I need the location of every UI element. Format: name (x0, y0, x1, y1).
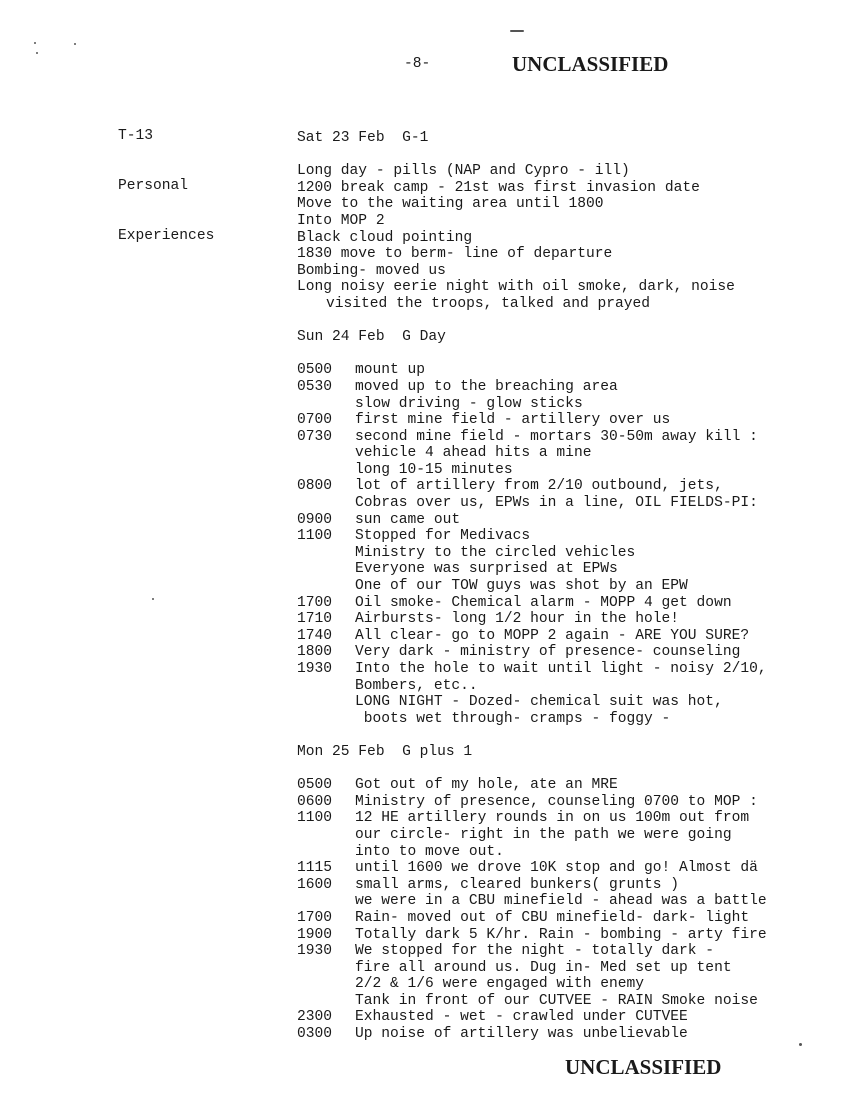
entry-time: 2300 (297, 1009, 333, 1026)
entry-time (297, 445, 355, 462)
entry-text: vehicle 4 ahead hits a mine (355, 445, 592, 462)
log-entry (297, 528, 837, 545)
entry-text: Totally dark 5 K/hr. Rain - bombing - arty fire (355, 926, 767, 943)
log-line: Bombing- moved us (297, 262, 446, 279)
log-entry (297, 412, 837, 429)
log-entry (297, 561, 837, 578)
entry-time: 0900 (297, 511, 333, 528)
entry-text: 2/2 & 1/6 were engaged with enemy (355, 976, 645, 993)
entry-time: 0500 (297, 362, 333, 379)
entry-text: second mine field - mortars 30-50m away kill : (355, 428, 758, 445)
entry-text: Very dark - ministry of presence- counseling (355, 644, 741, 661)
entry-time (297, 678, 355, 695)
entry-text: Up noise of artillery was unbelievable (355, 1026, 688, 1043)
entry-text: Airbursts- long 1/2 hour in the hole! (355, 611, 680, 628)
sidebar-line: Experiences (118, 227, 215, 244)
log-entry (297, 595, 837, 612)
spacer (297, 346, 837, 363)
log-line: 1200 break camp - 21st was first invasion date (297, 179, 700, 196)
entry-text: long 10-15 minutes (355, 461, 513, 478)
day-heading: Sun 24 Feb G Day (297, 329, 446, 346)
log-line: 1830 move to berm- line of departure (297, 246, 613, 263)
entry-time: 0500 (297, 777, 333, 794)
log-entry (297, 611, 837, 628)
spacer (297, 147, 837, 164)
spacer (297, 727, 837, 744)
log-entry (297, 877, 837, 894)
log-entry (297, 910, 837, 927)
log-entry (297, 628, 837, 645)
entry-time: 1100 (297, 810, 333, 827)
log-entry (297, 860, 837, 877)
log-line: Long noisy eerie night with oil smoke, dark, noise (297, 279, 735, 296)
scan-speck (36, 52, 38, 54)
entry-text: LONG NIGHT - Dozed- chemical suit was hot, (355, 694, 723, 711)
entry-time (297, 960, 355, 977)
entry-time: 1710 (297, 611, 333, 628)
entry-time: 1740 (297, 627, 333, 644)
entry-text: slow driving - glow sticks (355, 395, 583, 412)
entry-time (297, 578, 355, 595)
entry-text: into to move out. (355, 843, 504, 860)
entry-text: Cobras over us, EPWs in a line, OIL FIELDS-PI: (355, 495, 758, 512)
scan-speck (74, 43, 76, 45)
entry-text: boots wet through- cramps - foggy - (355, 710, 671, 727)
scan-speck (799, 1043, 802, 1046)
entry-text: Ministry to the circled vehicles (355, 544, 636, 561)
log-entry (297, 960, 837, 977)
log-line: Into MOP 2 (297, 212, 385, 229)
sidebar-label (118, 95, 214, 261)
entry-time: 1930 (297, 661, 333, 677)
day-heading: Mon 25 Feb G plus 1 (297, 743, 473, 760)
entry-time (297, 711, 355, 728)
log-line: visited the troops, talked and prayed (326, 295, 651, 312)
entry-time (297, 462, 355, 479)
entry-text: 12 HE artillery rounds in on us 100m out from (355, 810, 750, 827)
entry-text: Ministry of presence, counseling 0700 to MOP : (355, 793, 758, 810)
entry-text: Tank in front of our CUTVEE - RAIN Smoke noise (355, 992, 758, 1009)
entry-time (297, 993, 355, 1010)
log-entry (297, 1026, 837, 1043)
log-entry (297, 827, 837, 844)
log-entry (297, 711, 837, 728)
scan-speck (34, 42, 36, 44)
entry-text: small arms, cleared bunkers( grunts ) (355, 876, 680, 893)
entry-time: 1600 (297, 876, 333, 893)
log-entry (297, 661, 837, 678)
entry-text: our circle- right in the path we were going (355, 826, 732, 843)
entry-time: 0530 (297, 378, 333, 395)
entry-text: mount up (355, 362, 426, 379)
entry-text: Bombers, etc.. (355, 677, 478, 694)
log-entry (297, 943, 837, 960)
entry-text: Oil smoke- Chemical alarm - MOPP 4 get down (355, 594, 732, 611)
log-entry (297, 694, 837, 711)
sidebar-line: T-13 (118, 128, 154, 145)
classification-header: UNCLASSIFIED (512, 52, 669, 76)
entry-text: lot of artillery from 2/10 outbound, jets, (355, 478, 723, 495)
entry-text: One of our TOW guys was shot by an EPW (355, 578, 688, 595)
entry-text: Stopped for Medivacs (355, 528, 531, 545)
log-entry (297, 644, 837, 661)
log-entry (297, 462, 837, 479)
entry-time: 0300 (297, 1026, 333, 1043)
entry-time (297, 827, 355, 844)
entry-text: moved up to the breaching area (355, 378, 618, 395)
log-line: Long day - pills (NAP and Cypro - ill) (297, 163, 630, 180)
log-entry (297, 545, 837, 562)
spacer (297, 761, 837, 778)
log-entry (297, 478, 837, 495)
entry-time: 1115 (297, 860, 333, 877)
log-entry (297, 495, 837, 512)
log-entry (297, 927, 837, 944)
log-entry (297, 976, 837, 993)
entry-text: Got out of my hole, ate an MRE (355, 777, 618, 794)
log-entry (297, 362, 837, 379)
log-entry (297, 379, 837, 396)
spacer (297, 313, 837, 330)
entry-text: fire all around us. Dug in- Med set up tent (355, 959, 732, 976)
entry-time: 1900 (297, 926, 333, 943)
day-heading: Sat 23 Feb G-1 (297, 130, 429, 146)
scan-speck (152, 598, 154, 600)
sidebar-line: Personal (118, 177, 189, 194)
log-entry (297, 512, 837, 529)
entry-time: 1930 (297, 943, 333, 960)
entry-time (297, 495, 355, 512)
classification-footer: UNCLASSIFIED (565, 1055, 722, 1079)
entry-time (297, 976, 355, 993)
entry-time (297, 545, 355, 562)
entry-text: Into the hole to wait until light - noisy 2/10, (355, 661, 767, 677)
entry-time: 1700 (297, 909, 333, 926)
entry-time: 1800 (297, 644, 333, 661)
entry-text: we were in a CBU minefield - ahead was a battle (355, 893, 767, 910)
entry-time (297, 844, 355, 861)
log-entry (297, 777, 837, 794)
log-entry (297, 429, 837, 446)
entry-text: first mine field - artillery over us (355, 412, 671, 429)
log-entry (297, 396, 837, 413)
entry-time: 0800 (297, 478, 333, 495)
log-entry (297, 993, 837, 1010)
page-number: -8- (404, 56, 431, 72)
entry-time: 0700 (297, 412, 333, 429)
entry-text: Everyone was surprised at EPWs (355, 561, 618, 578)
entry-text: Exhausted - wet - crawled under CUTVEE (355, 1009, 688, 1026)
journal-content (297, 130, 837, 1043)
entry-text: All clear- go to MOPP 2 again - ARE YOU SURE? (355, 627, 750, 644)
log-line: Move to the waiting area until 1800 (297, 196, 604, 213)
log-entry (297, 810, 837, 827)
entry-time: 0600 (297, 793, 333, 810)
entry-text: sun came out (355, 511, 461, 528)
entry-time (297, 561, 355, 578)
log-entry (297, 445, 837, 462)
entry-text: Rain- moved out of CBU minefield- dark- light (355, 909, 750, 926)
entry-text: until 1600 we drove 10K stop and go! Almost dä (355, 860, 758, 877)
entry-time (297, 893, 355, 910)
entry-time: 1700 (297, 594, 333, 611)
log-entry (297, 893, 837, 910)
entry-time (297, 694, 355, 711)
scan-speck (510, 30, 524, 32)
log-entry (297, 844, 837, 861)
log-line: Black cloud pointing (297, 229, 473, 246)
entry-time: 0730 (297, 428, 333, 445)
log-entry (297, 1009, 837, 1026)
entry-text: We stopped for the night - totally dark - (355, 943, 715, 960)
log-entry (297, 578, 837, 595)
entry-time: 1100 (297, 528, 333, 545)
entry-time (297, 396, 355, 413)
log-entry (297, 678, 837, 695)
log-entry (297, 794, 837, 811)
